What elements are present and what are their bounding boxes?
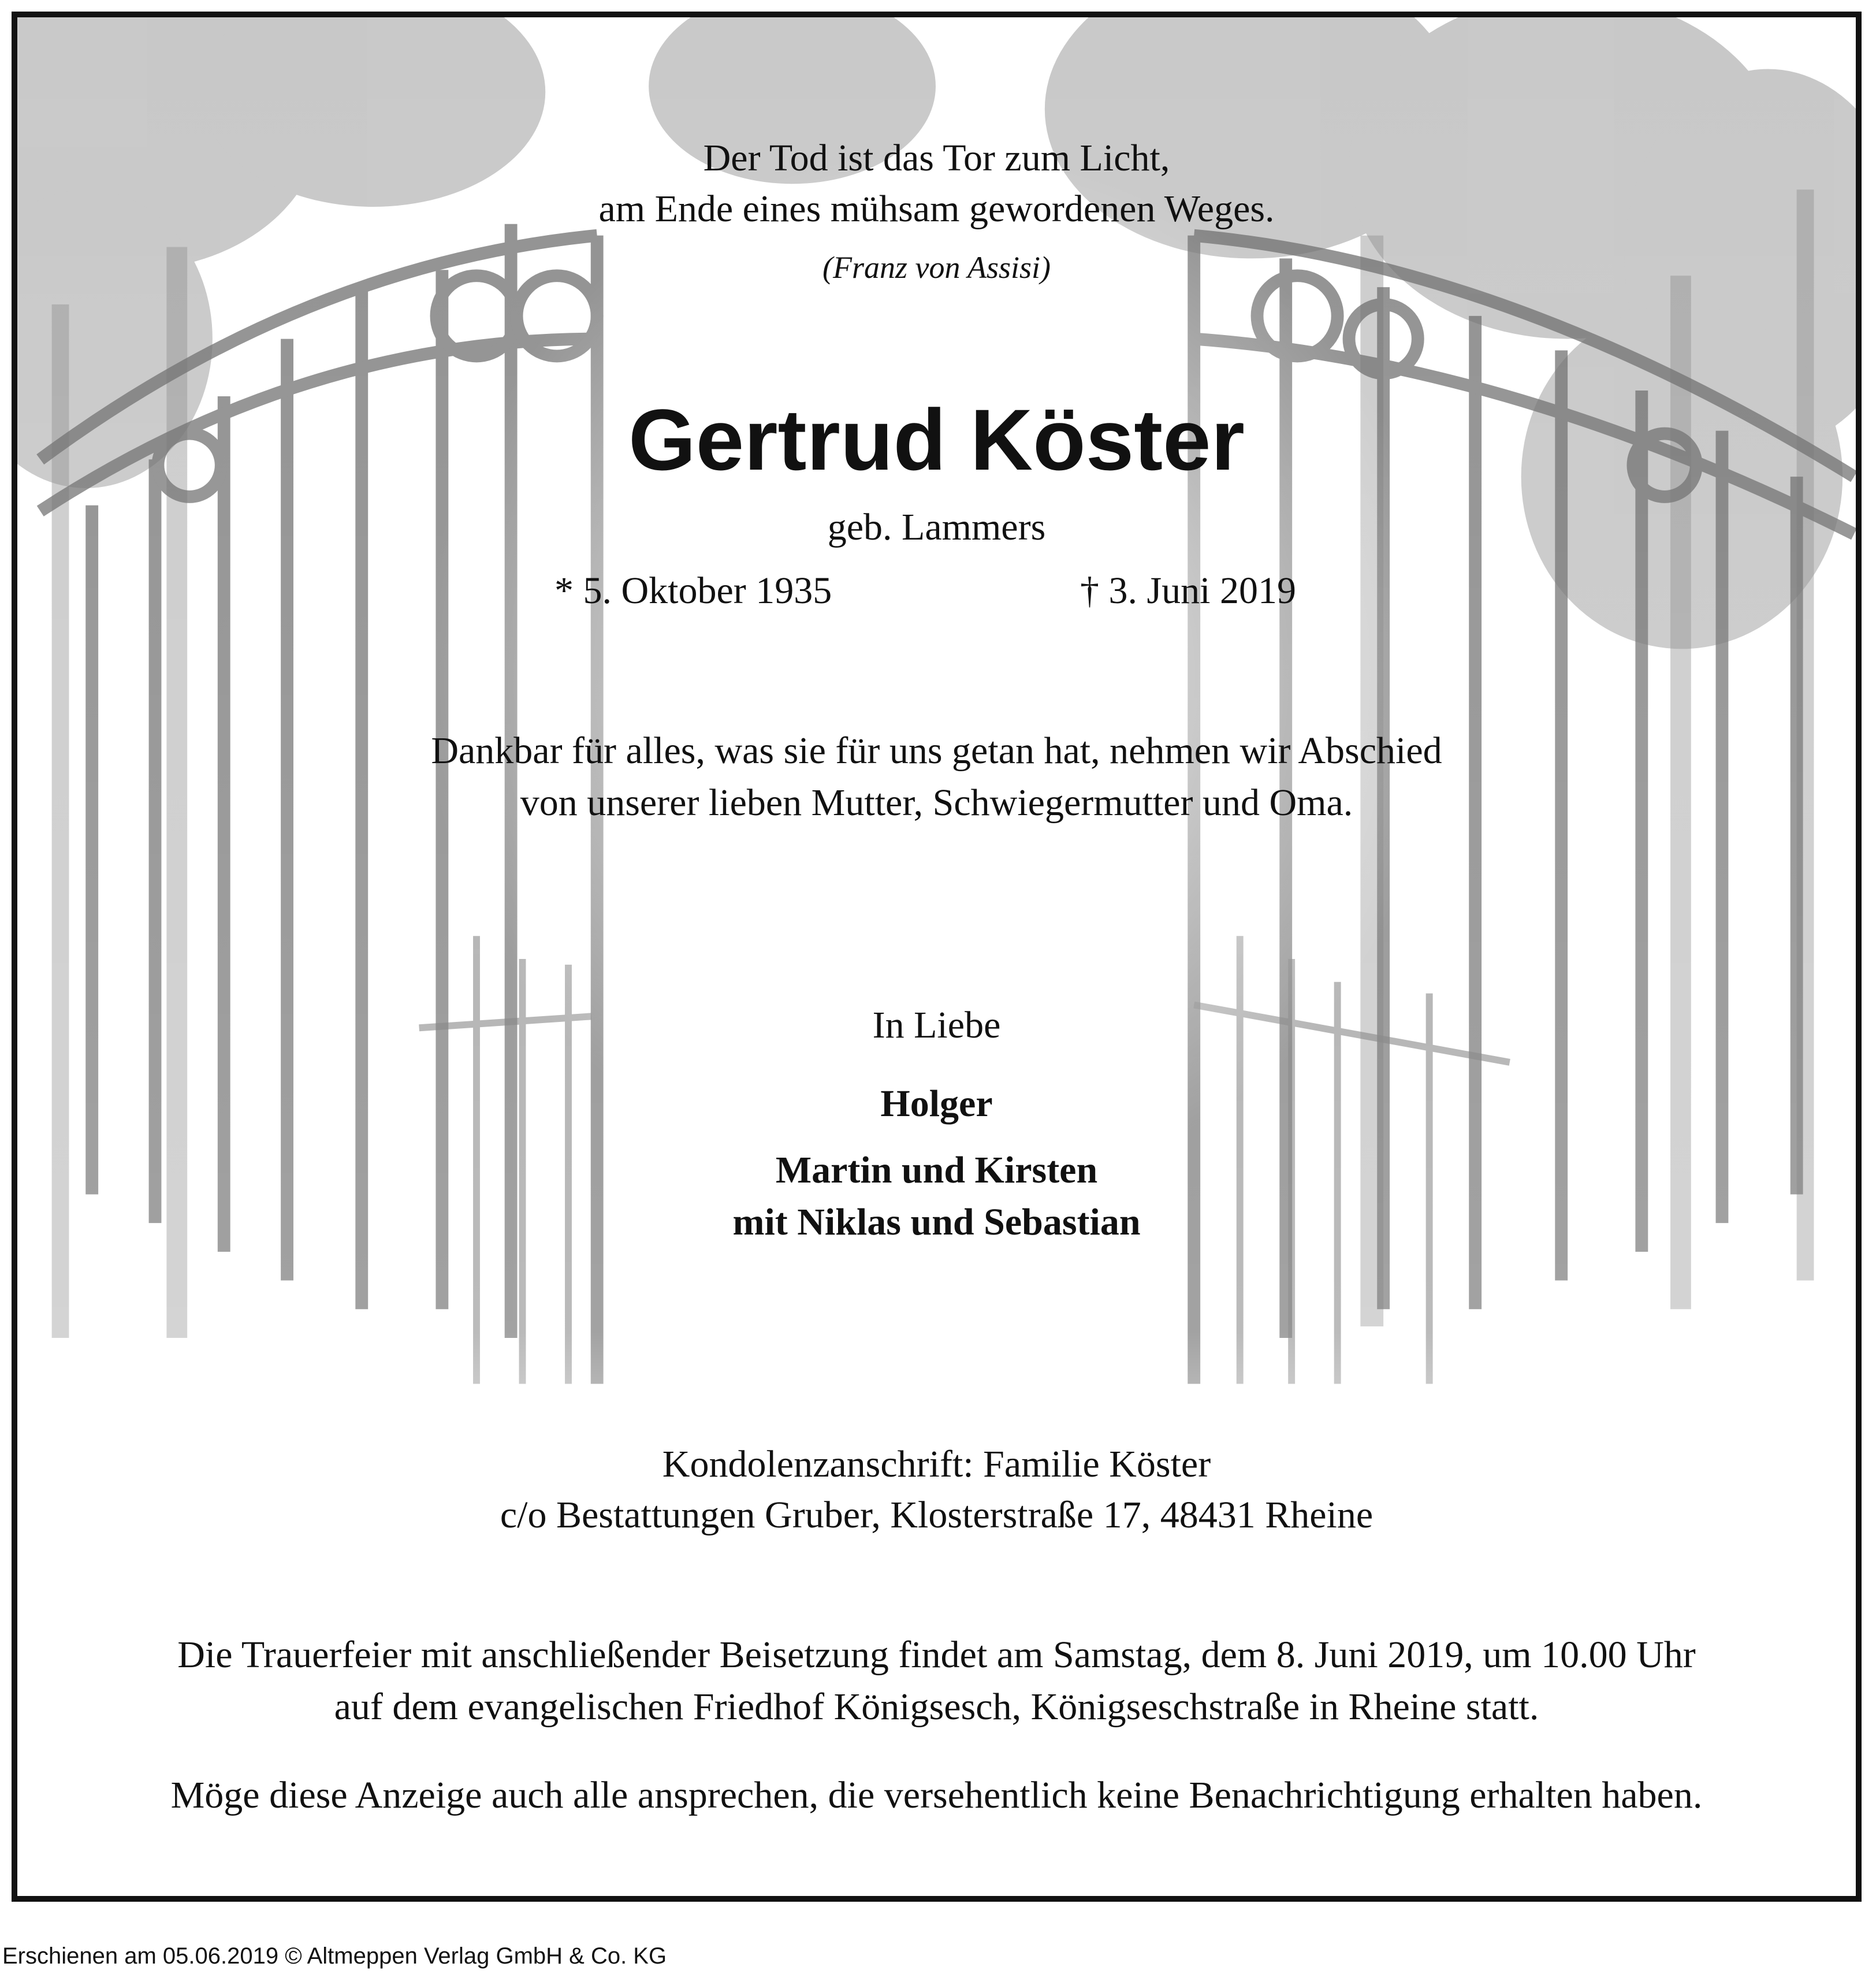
quote-line-2: am Ende eines mühsam gewordenen Weges. <box>598 188 1275 230</box>
condolence-line-1: Kondolenzanschrift: Familie Köster <box>662 1443 1211 1485</box>
ceremony-line-2: auf dem evangelischen Friedhof Königsesch, Königseschstraße in Rheine statt. <box>334 1686 1539 1728</box>
mourner-name-3: mit Niklas und Sebastian <box>732 1201 1141 1243</box>
death-date: † 3. Juni 2019 <box>1080 570 1297 612</box>
obituary-notice <box>12 12 1862 1902</box>
deceased-name: Gertrud Köster <box>628 391 1245 488</box>
cemetery-gate-background <box>17 17 1856 1896</box>
condolence-line-2: c/o Bestattungen Gruber, Klosterstraße 17, 48431 Rheine <box>500 1494 1374 1536</box>
mourners-intro: In Liebe <box>872 1004 1001 1046</box>
ceremony-line-1: Die Trauerfeier mit anschließender Beisetzung findet am Samstag, dem 8. Juni 2019, um 10.00 Uhr <box>177 1634 1696 1676</box>
publication-credit: Erschienen am 05.06.2019 © Altmeppen Verlag GmbH & Co. KG <box>2 1943 667 1969</box>
notification-note: Möge diese Anzeige auch alle ansprechen, die versehentlich keine Benachrichtigung erhalten haben. <box>170 1774 1703 1816</box>
mourner-name-1: Holger <box>880 1083 993 1125</box>
mourner-name-2: Martin und Kirsten <box>775 1149 1098 1191</box>
birth-date: * 5. Oktober 1935 <box>554 570 832 612</box>
quote-attribution: (Franz von Assisi) <box>822 250 1051 285</box>
birth-name: geb. Lammers <box>827 506 1046 548</box>
farewell-line-2: von unserer lieben Mutter, Schwiegermutter und Oma. <box>520 782 1353 824</box>
quote-line-1: Der Tod ist das Tor zum Licht, <box>703 137 1170 179</box>
farewell-line-1: Dankbar für alles, was sie für uns getan hat, nehmen wir Abschied <box>431 730 1442 772</box>
